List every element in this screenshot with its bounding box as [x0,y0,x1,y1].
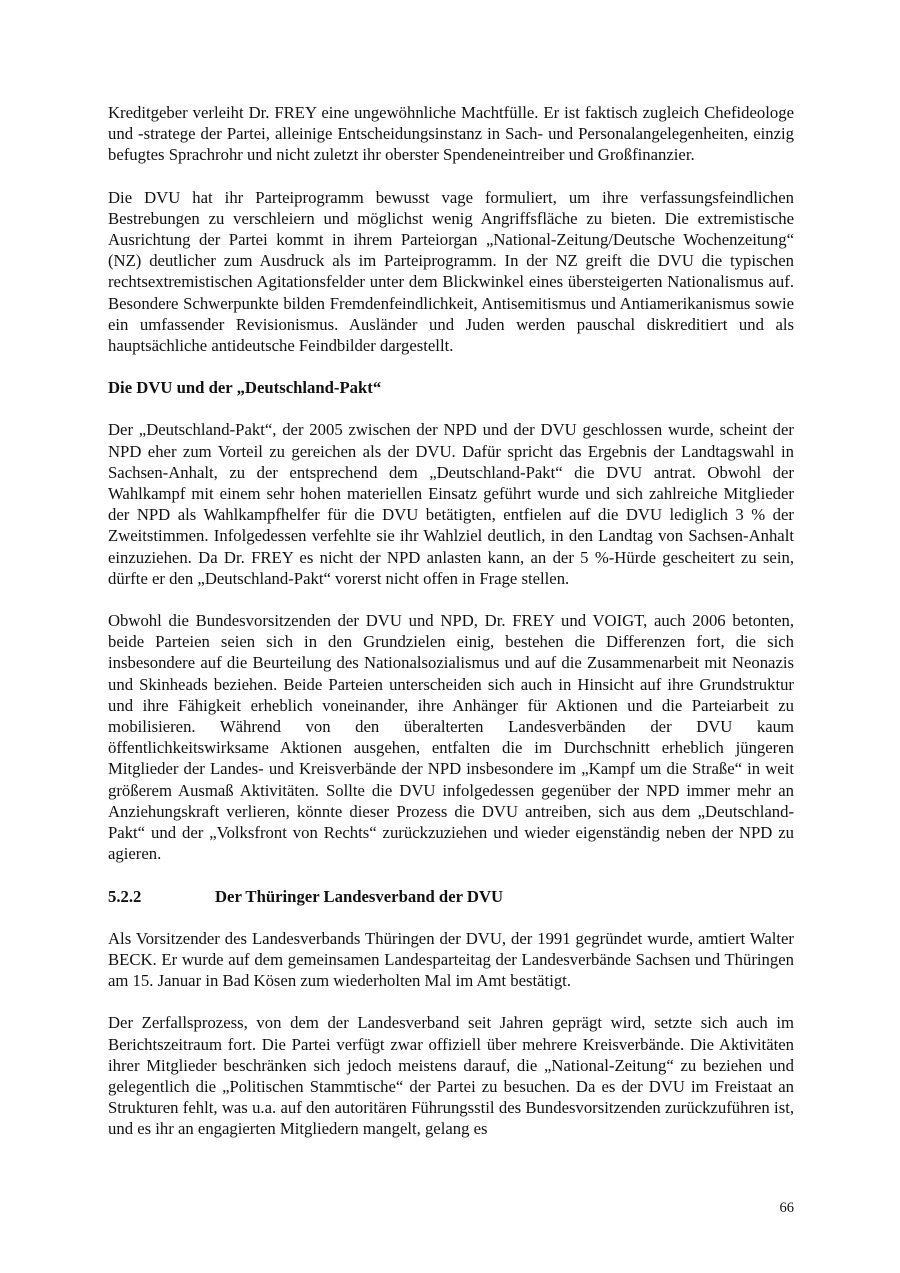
page-number: 66 [779,1200,794,1216]
document-page [108,102,794,1161]
paragraph-chairman: Als Vorsitzender des Landesverbands Thüringen der DVU, der 1991 gegründet wurde, amtiert Walter BECK. Er wurde auf dem gemeinsamen Landesparteitag der Landesverbände Sachsen und Thüringen am 15. Januar in Bad Kösen zum wiederholten Mal im Amt bestätigt. [108,928,794,991]
subheading-deutschland-pakt: Die DVU und der „Deutschland-Pakt“ [108,378,382,398]
section-title: Der Thüringer Landesverband der DVU [215,886,504,906]
paragraph-pakt-election: Der „Deutschland-Pakt“, der 2005 zwischen der NPD und der DVU geschlossen wurde, scheint der NPD eher zum Vorteil zu gereichen als der DVU. Dafür spricht das Ergebnis der Landtagswahl in Sachsen-Anhalt, zu der entsprechend dem „Deutschland-Pakt“ die DVU antrat. Obwohl der Wahlkampf mit einem sehr hohen materiellen Einsatz geführt wurde und sich zahlreiche Mitglieder der NPD als Wahlkampfhelfer für die DVU betätigten, entfielen auf die DVU lediglich 3 % der Zweitstimmen. Infolgedessen verfehlte sie ihr Wahlziel deutlich, in den Landtag von Sachsen-Anhalt einzuziehen. Da Dr. FREY es nicht der NPD anlasten kann, an der 5 %-Hürde gescheitert zu sein, dürfte er den „Deutschland-Pakt“ vorerst nicht offen in Frage stellen. [108,420,794,588]
section-heading [108,886,794,907]
paragraph-frey-power: Kreditgeber verleiht Dr. FREY eine ungewöhnliche Machtfülle. Er ist faktisch zugleich Chefideologe und -stratege der Partei, alleinige Entscheidungsinstanz in Sach- und Personalangelegenheiten, einzig befugtes Sprachrohr und nicht zuletzt ihr oberster Spendeneintreiber und Großfinanzier. [108,103,794,165]
paragraph-party-program: Die DVU hat ihr Parteiprogramm bewusst vage formuliert, um ihre verfassungsfeindlichen Bestrebungen zu verschleiern und möglichst wenig Angriffsfläche zu bieten. Die extremistische Ausrichtung der Partei kommt in ihrem Parteiorgan „National-Zeitung/Deutsche Wochenzeitung“ (NZ) deutlicher zum Ausdruck als im Parteiprogramm. In der NZ greift die DVU die typischen rechtsextremistischen Agitationsfelder unter dem Blickwinkel eines übersteigerten Nationalismus auf. Besondere Schwerpunkte bilden Fremdenfeindlichkeit, Antisemitismus und Antiamerikanismus sowie ein umfassender Revisionismus. Ausländer und Juden werden pauschal diskreditiert und als hauptsächliche antideutsche Feindbilder dargestellt. [108,187,794,356]
section-number: 5.2.2 [108,886,142,906]
paragraph-party-differences: Obwohl die Bundesvorsitzenden der DVU und NPD, Dr. FREY und VOIGT, auch 2006 betonten, beide Parteien seien sich in den Grundzielen einig, bestehen die Differenzen fort, die sich insbesondere auf die Beurteilung des Nationalsozialismus und auf die Zusammenarbeit mit Neonazis und Skinheads beziehen. Beide Parteien unterscheiden sich auch in Hinsicht auf ihre Grundstruktur und ihre Fähigkeit erheblich voneinander, ihre Anhänger für Aktionen und die Parteiarbeit zu mobilisieren. Während von den überalterten Landesverbänden der DVU kaum öffentlichkeitswirksame Aktionen ausgehen, entfalten die im Durchschnitt erheblich jüngeren Mitglieder der Landes- und Kreisverbände der NPD insbesondere im „Kampf um die Straße“ in weit größerem Ausmaß Aktivitäten. Sollte die DVU infolgedessen gegenüber der NPD immer mehr an Anziehungskraft verlieren, könnte dieser Prozess die DVU antreiben, sich aus dem „Deutschland-Pakt“ und der „Volksfront von Rechts“ zurückzuziehen und wieder eigenständig neben der NPD zu agieren. [108,611,794,864]
paragraph-decline: Der Zerfallsprozess, von dem der Landesverband seit Jahren geprägt wird, setzte sich auch im Berichtszeitraum fort. Die Partei verfügt zwar offiziell über mehrere Kreisverbände. Die Aktivitäten ihrer Mitglieder beschränken sich jedoch meistens darauf, die „National-Zeitung“ zu beziehen und gelegentlich die „Politischen Stammtische“ der Partei zu besuchen. Da es der DVU im Freistaat an Strukturen fehlt, was u.a. auf den autoritären Führungsstil des Bundesvorsitzenden zurückzuführen ist, und es ihr an engagierten Mitgliedern mangelt, gelang es [108,1013,794,1139]
